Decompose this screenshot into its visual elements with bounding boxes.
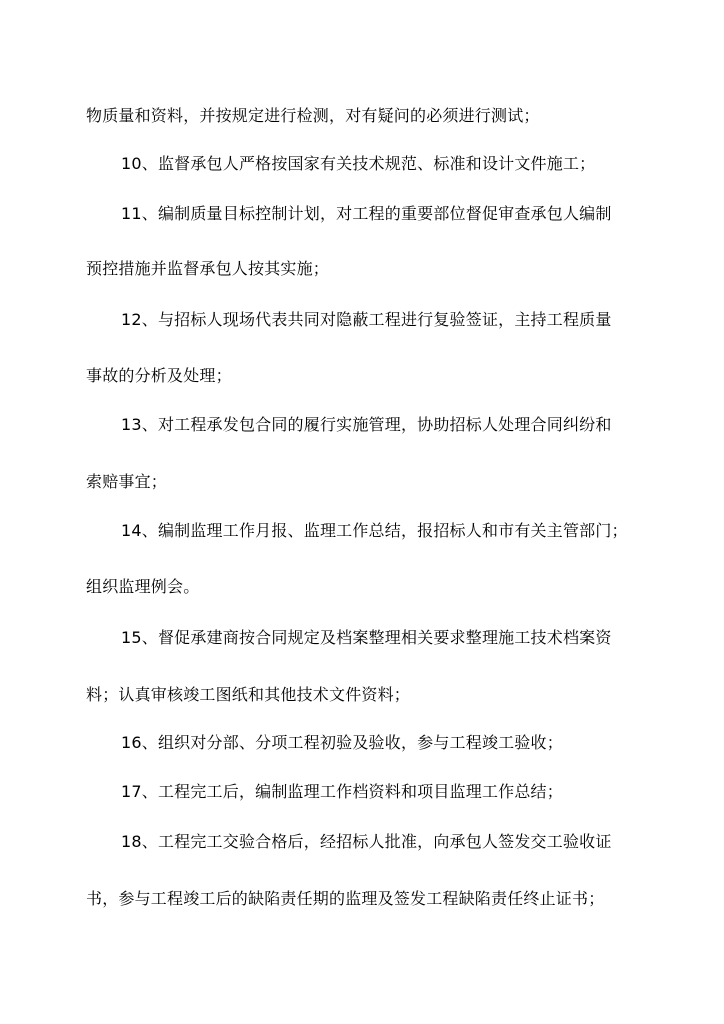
text-line: 事故的分析及处理； [86,366,232,385]
clause-17: 17、工程完工后，编制监理工作档资料和项目监理工作总结； [121,782,563,801]
clause-11: 11、编制质量目标控制计划，对工程的重要部位督促审查承包人编制 [121,204,612,223]
text-line: 组织监理例会。 [86,577,200,596]
clause-15: 15、督促承建商按合同规定及档案整理相关要求整理施工技术档案资 [121,628,612,647]
clause-14: 14、编制监理工作月报、监理工作总结，报招标人和市有关主管部门； [121,521,628,540]
clause-16: 16、组织对分部、分项工程初验及验收，参与工程竣工验收； [121,733,563,752]
clause-18: 18、工程完工交验合格后，经招标人批准，向承包人签发交工验收证 [121,832,612,851]
clause-10: 10、监督承包人严格按国家有关技术规范、标准和设计文件施工； [121,154,596,173]
text-line: 索赔事宜； [86,472,168,491]
text-line: 预控措施并监督承包人按其实施； [86,259,330,278]
text-line: 料；认真审核竣工图纸和其他技术文件资料； [86,685,411,704]
clause-12: 12、与招标人现场代表共同对隐蔽工程进行复验签证，主持工程质量 [121,310,612,329]
text-line: 书，参与工程竣工后的缺陷责任期的监理及签发工程缺陷责任终止证书； [86,889,605,908]
text-line: 物质量和资料，并按规定进行检测，对有疑问的必须进行测试； [86,106,540,125]
clause-13: 13、对工程承发包合同的履行实施管理，协助招标人处理合同纠纷和 [121,415,612,434]
